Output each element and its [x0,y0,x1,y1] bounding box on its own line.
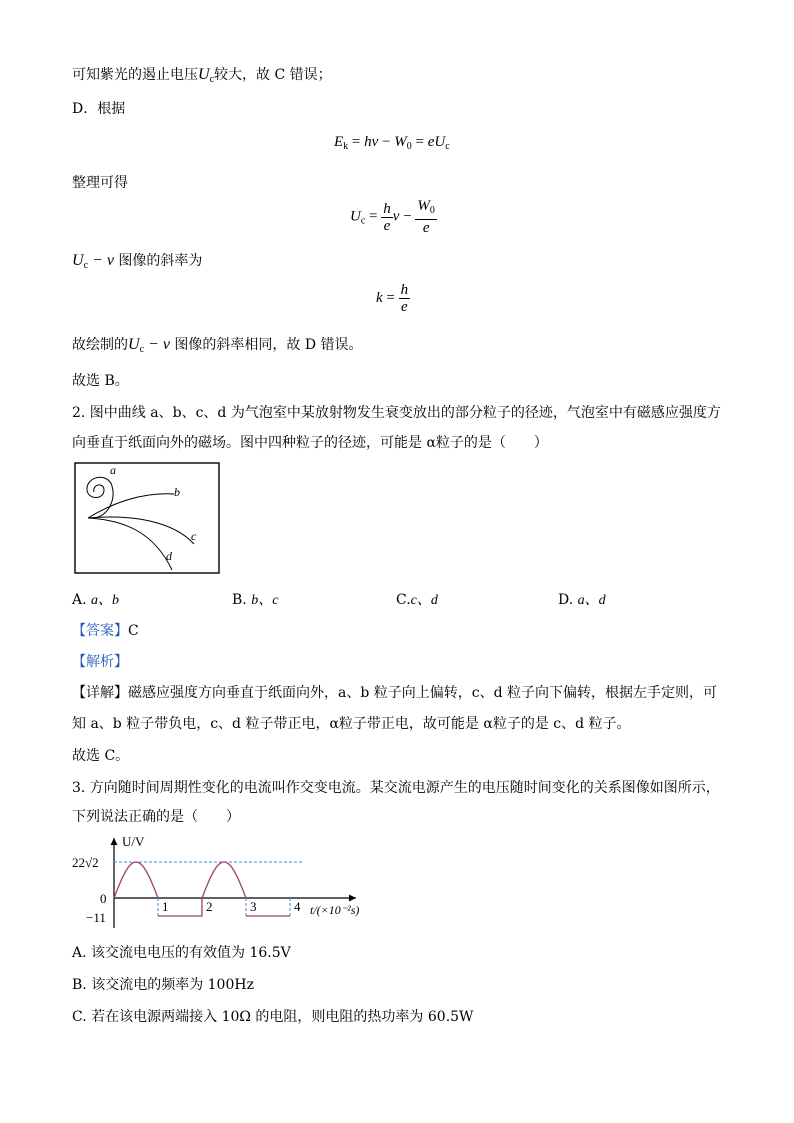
q2-analysis-tag: 【解析】 [72,654,128,670]
label-a: a [110,463,116,477]
q2-answer: 【答案】C [72,623,139,639]
voltage-time-chart [60,832,380,934]
label-b: b [174,485,180,499]
q2-text-2: 向垂直于纸面向外的磁场。图中四种粒子的径迹，可能是 α粒子的是（ ） [72,435,548,451]
y-tick-peak: 22√2 [72,855,99,870]
text-zhengli: 整理可得 [72,175,128,191]
y-tick-zero: 0 [100,891,107,906]
equation-uc: $U_c$ = $\frac{h}{e}$ ν − $\frac{W_0}{e}$ [350,198,435,236]
q2-option-b: B. b、c [232,592,279,608]
label-c: c [191,529,197,543]
voltage-series-line [114,862,290,916]
figure-frame [75,463,219,573]
x-tick-4: 4 [294,899,301,914]
q3-text-1: 3. 方向随时间周期性变化的电流叫作交变电流。某交流电源产生的电压随时间变化的关系图像如图所示， [72,780,720,796]
equation-ek: $E_k = h\nu - W_0 = eU_c$ [334,134,450,152]
text-line-1: 可知紫光的遏止电压$U_c$较大，故 C 错误； [72,66,332,85]
q2-text-1: 2. 图中曲线 a、b、c、d 为气泡室中某放射物发生衰变放出的部分粒子的径迹，气泡室中有磁感应强度方 [72,405,721,421]
q2-option-c: C.c、d [396,592,438,608]
track-b [88,494,174,518]
q3-option-b: B. 该交流电的频率为 100Hz [72,977,254,993]
q2-choose: 故选 C。 [72,748,130,764]
text-ucv-slope: $U_c - \nu$ 图像的斜率为 [72,252,203,271]
q3-option-a: A. 该交流电电压的有效值为 16.5V [72,945,291,961]
q3-option-c: C. 若在该电源两端接入 10Ω 的电阻，则电阻的热功率为 60.5W [72,1009,474,1025]
q2-option-d: D. a、d [558,592,606,608]
x-axis-label: t/(×10⁻²s) [310,903,360,917]
text-conclusion: 故绘制的$U_c - \nu$ 图像的斜率相同，故 D 错误。 [72,336,363,355]
track-d [88,518,172,570]
q2-option-a: A. a、b [72,592,120,608]
y-tick-neg: −11 [86,910,106,925]
x-tick-3: 3 [250,899,257,914]
label-d: d [166,549,172,563]
track-c [88,517,194,544]
x-tick-2: 2 [206,899,213,914]
bubble-chamber-figure [74,462,220,574]
option-d-label: D．根据 [72,101,126,117]
x-tick-1: 1 [162,899,169,914]
equation-k: k = $\frac{h}{e}$ [376,282,409,315]
y-axis-label: U/V [122,834,145,849]
q3-text-2: 下列说法正确的是（ ） [72,809,240,825]
text-choose-b: 故选 B。 [72,373,129,389]
q2-detail-1: 【详解】磁感应强度方向垂直于纸面向外，a、b 粒子向上偏转，c、d 粒子向下偏转，根据左手定则，可 [72,685,718,701]
q2-detail-2: 知 a、b 粒子带负电，c、d 粒子带正电，α粒子带正电，故可能是 α粒子的是 c、d 粒子。 [72,716,631,732]
track-a [87,477,113,518]
